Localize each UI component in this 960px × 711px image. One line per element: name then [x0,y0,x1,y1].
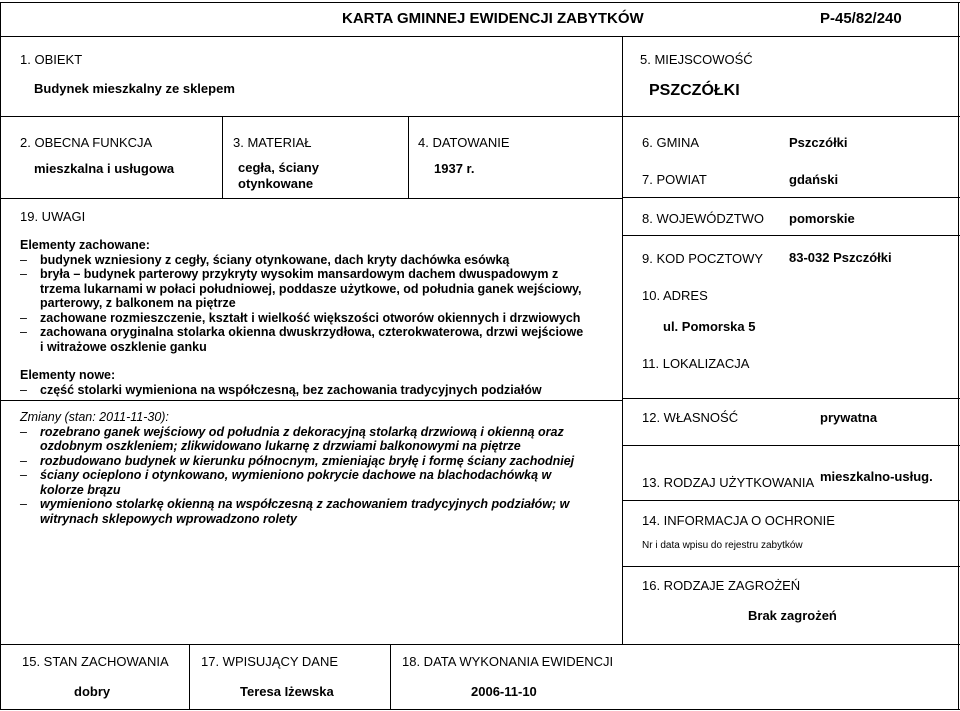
uwagi-content [20,238,590,397]
material-value-2: otynkowane [238,176,314,191]
wpisujacy-label: 17. WPISUJĄCY DANE [201,654,339,669]
datowanie-label: 4. DATOWANIE [418,135,510,150]
nowe-heading: Elementy nowe: [20,368,116,382]
list-item: – rozebrano ganek wejściowy od południa z dekoracyjną stolarką drzwiową i okienną oraz ozdobnym oszkleniem; zlikwidowano lukarnę z drzwiami balkonowymi na piętrze [20,425,590,454]
lokalizacja-label: 11. LOKALIZACJA [642,356,750,371]
wojewodztwo-value: pomorskie [789,211,855,226]
wojewodztwo-label: 8. WOJEWÓDZTWO [642,211,765,226]
kod-value: 83-032 Pszczółki [789,250,892,265]
wpisujacy-value: Teresa Iżewska [240,684,334,699]
kod-label: 9. KOD POCZTOWY [642,251,764,266]
data-wykonania-label: 18. DATA WYKONANIA EWIDENCJI [402,654,614,669]
list-item: – ściany ocieplono i otynkowano, wymieniono pokrycie dachowe na blachodachówką w kolorze brązu [20,468,590,497]
list-item: – budynek wzniesiony z cegły, ściany otynkowane, dach kryty dachówka esówką [20,253,590,268]
wlasnosc-value: prywatna [820,410,878,425]
obiekt-value: Budynek mieszkalny ze sklepem [34,81,235,96]
adres-value: ul. Pomorska 5 [663,319,756,334]
card-code: P-45/82/240 [820,10,902,27]
zagrozenia-value: Brak zagrożeń [748,608,837,623]
material-label: 3. MATERIAŁ [233,135,312,150]
wlasnosc-label: 12. WŁASNOŚĆ [642,410,739,425]
list-item: – zachowana oryginalna stolarka okienna dwuskrzydłowa, czterokwaterowa, drzwi wejściowe i witrażowe oszklenie ganku [20,325,590,354]
powiat-value: gdański [789,172,839,187]
zmiany-heading: Zmiany (stan: 2011-11-30): [20,410,169,424]
ochrona-note: Nr i data wpisu do rejestru zabytków [642,540,803,551]
card-title: KARTA GMINNEJ EWIDENCJI ZABYTKÓW [342,10,644,27]
ochrona-label: 14. INFORMACJA O OCHRONIE [642,513,835,528]
miejscowosc-value: PSZCZÓŁKI [649,82,740,99]
list-item: – wymieniono stolarkę okienną na współczesną z zachowaniem tradycyjnych podziałów; w witrynach sklepowych wprowadzono rolety [20,497,590,526]
list-item: – zachowane rozmieszczenie, kształt i wielkość większości otworów okiennych i drzwiowych [20,311,590,326]
zmiany-content [20,410,590,526]
stan-label: 15. STAN ZACHOWANIA [22,654,169,669]
funkcja-value: mieszkalna i usługowa [34,161,175,176]
list-item: – część stolarki wymieniona na współczesną, bez zachowania tradycyjnych podziałów [20,383,590,398]
obiekt-label: 1. OBIEKT [20,52,83,67]
gmina-label: 6. GMINA [642,135,700,150]
stan-value: dobry [74,684,111,699]
list-item: – rozbudowano budynek w kierunku północnym, zmieniając bryłę i formę ściany zachodniej [20,454,590,469]
zachowane-heading: Elementy zachowane: [20,238,150,252]
data-wykonania-value: 2006-11-10 [471,684,537,699]
miejscowosc-label: 5. MIEJSCOWOŚĆ [640,52,753,67]
uzytkowanie-value: mieszkalno-usług. [820,469,933,484]
adres-label: 10. ADRES [642,288,708,303]
datowanie-value: 1937 r. [434,161,475,176]
uzytkowanie-label: 13. RODZAJ UŻYTKOWANIA [642,475,815,490]
material-value-1: cegła, ściany [238,160,319,175]
powiat-label: 7. POWIAT [642,172,707,187]
funkcja-label: 2. OBECNA FUNKCJA [20,135,153,150]
zagrozenia-label: 16. RODZAJE ZAGROŻEŃ [642,578,801,593]
uwagi-label: 19. UWAGI [20,209,86,224]
gmina-value: Pszczółki [789,135,848,150]
list-item: – bryła – budynek parterowy przykryty wysokim mansardowym dachem dwuspadowym z trzema lukarnami w połaci południowej, poddasze użytkowe, od południa ganek wejściowy, parterowy, z balkonem na piętrze [20,267,590,311]
